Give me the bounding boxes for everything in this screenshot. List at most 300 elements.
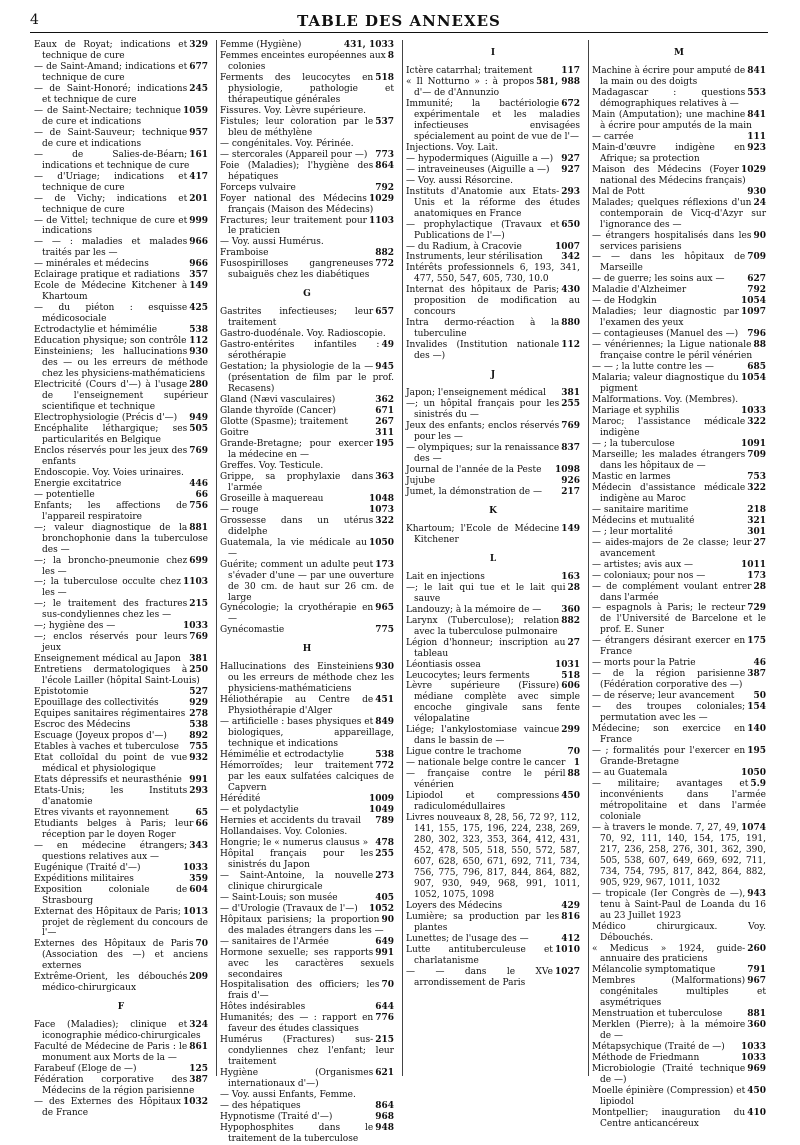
index-entry xyxy=(592,768,766,779)
entry-page: 342 xyxy=(561,252,580,263)
entry-text: Einsteiniens; les hallucinations des — ou les erreurs de méthode chez les physiciens-mathématiciens xyxy=(34,347,208,380)
index-entry xyxy=(220,625,394,636)
entry-text: — vénériennes; la Ligue nationale française contre le péril vénérien xyxy=(592,340,753,362)
entry-page: 957 xyxy=(189,127,208,138)
entry-page: 278 xyxy=(189,709,208,720)
section-letter: I xyxy=(490,48,496,58)
index-entry xyxy=(592,636,766,658)
index-entry xyxy=(406,443,580,465)
index-entry xyxy=(592,417,766,439)
entry-page: 775 xyxy=(375,625,394,636)
entry-page: 943 xyxy=(747,888,766,899)
index-entry xyxy=(220,805,394,816)
entry-page: 882 xyxy=(561,615,580,626)
entry-text: Maison des Médecins (Foyer national des Médecins français) xyxy=(592,164,746,186)
entry-page: 173 xyxy=(375,559,394,570)
index-entry xyxy=(220,307,394,329)
entry-page: 581, 988 xyxy=(536,76,580,87)
entry-page: 28 xyxy=(567,582,580,593)
index-entry xyxy=(220,827,394,838)
entry-text: — Voy. aussi Résorcine. xyxy=(406,175,514,186)
entry-page: 929 xyxy=(189,698,208,709)
entry-page: 729 xyxy=(747,603,766,614)
index-entry xyxy=(34,336,208,347)
entry-page: 255 xyxy=(561,399,580,410)
index-entry xyxy=(592,1009,766,1020)
entry-page: 965 xyxy=(375,603,394,614)
index-entry xyxy=(34,577,208,599)
index-entry xyxy=(220,948,394,981)
index-entry xyxy=(220,1002,394,1013)
index-entry xyxy=(34,40,208,62)
entry-page: 450 xyxy=(561,791,580,802)
entry-page: 1097 xyxy=(740,307,766,318)
entry-text: Moelle épinière (Compression) et lipiodol xyxy=(592,1086,746,1108)
entry-text: Enfants; les affections de l'appareil respiratoire xyxy=(34,500,188,522)
entry-page: 267 xyxy=(375,417,394,427)
entry-text: Gland (Nævi vasculaires) xyxy=(220,395,336,406)
entry-text: — sanitaires de l'Armée xyxy=(220,936,329,947)
entry-page: 8 xyxy=(387,50,394,61)
entry-page: 195 xyxy=(747,746,766,757)
entry-text: Mariage et syphilis xyxy=(592,406,680,417)
entry-page: 792 xyxy=(747,285,766,296)
entry-page: 792 xyxy=(375,182,394,193)
entry-text: Marseille; les malades étrangers dans les hôpitaux de — xyxy=(592,449,746,471)
entry-text: Lumière; sa production par les plantes xyxy=(406,911,560,933)
entry-text: Hérédité xyxy=(220,794,261,804)
index-entry xyxy=(220,1090,394,1101)
entry-text: Face (Maladies); clinique et iconographie médico-chirurgicales xyxy=(34,1020,201,1042)
index-entry xyxy=(220,1101,394,1112)
entry-page: 362 xyxy=(375,395,394,406)
entry-text: Leucocytes; leurs ferments xyxy=(406,670,530,681)
entry-text: Electrophysiologie (Précis d'—) xyxy=(34,412,178,423)
entry-text: Maladie d'Alzheimer xyxy=(592,285,687,296)
index-entry xyxy=(220,40,394,51)
index-entry xyxy=(406,187,580,220)
entry-text: — de la région parisienne (Fédération corporative des —) xyxy=(592,669,746,691)
entry-page: 217 xyxy=(561,486,580,497)
index-entry xyxy=(34,490,208,501)
entry-page: 431, 1033 xyxy=(343,40,394,50)
index-entry xyxy=(592,658,766,669)
entry-text: Guérite; comment un adulte peut s'évader d'une — par une ouverture de 30 cm. de haut sur 26 cm. de large xyxy=(220,559,394,603)
entry-text: — rouge xyxy=(220,504,259,515)
index-entry xyxy=(220,904,394,915)
entry-text: — intraveineuses (Aiguille a —) xyxy=(406,164,550,175)
index-entry xyxy=(406,242,580,253)
index-entry xyxy=(220,794,394,805)
entry-page: 699 xyxy=(189,555,208,566)
index-entry xyxy=(592,505,766,516)
entry-text: Hypnotisme (Traité d'—) xyxy=(220,1112,333,1123)
entry-text: Ectrodactylie et hémimélie xyxy=(34,325,158,336)
entry-page: 1091 xyxy=(740,438,766,449)
entry-text: Malades; quelques réflexions d'un contemporain de Vicq-d'Azyr sur l'ignorance des — xyxy=(592,197,766,230)
index-entry xyxy=(220,51,394,73)
entry-page: 1098 xyxy=(554,464,580,475)
entry-text: Fissures. Voy. Lèvre supérieure. xyxy=(220,105,366,116)
entry-page: 709 xyxy=(747,252,766,263)
index-entry xyxy=(220,194,394,216)
entry-text: Gastro-duodénale. Voy. Radioscopie. xyxy=(220,329,386,340)
index-entry xyxy=(34,808,208,819)
entry-page: 195 xyxy=(375,438,394,449)
entry-text: Médecin d'assistance médicale indigène au Maroc xyxy=(592,482,746,504)
entry-page: 321 xyxy=(747,515,766,526)
entry-page: 173 xyxy=(747,570,766,581)
entry-page: 769 xyxy=(561,421,580,432)
index-entry xyxy=(34,709,208,720)
entry-text: Energie excitatrice xyxy=(34,478,122,489)
entry-text: Métapsychique (Traité de —) xyxy=(592,1042,725,1053)
entry-page: 425 xyxy=(189,303,208,314)
entry-text: — Saint-Louis; son musée xyxy=(220,892,338,903)
index-entry xyxy=(592,516,766,527)
entry-text: Exposition coloniale de Strasbourg xyxy=(34,884,188,906)
entry-text: Foie (Maladies); l'hygiène des hépatiques xyxy=(220,160,374,182)
entry-text: Epouillage des collectivités xyxy=(34,698,159,709)
entry-page: 1033 xyxy=(740,1042,766,1053)
entry-page: 650 xyxy=(561,219,580,230)
index-entry xyxy=(592,965,766,976)
entry-text: Eaux de Royat; indications et technique de cure xyxy=(34,40,188,61)
index-entry xyxy=(34,172,208,194)
entry-text: — prophylactique (Travaux et Publications de l'—) xyxy=(406,219,560,241)
entry-text: Endoscopie. Voy. Voies urinaires. xyxy=(34,467,184,478)
entry-text: Ligue contre le trachome xyxy=(406,747,522,758)
entry-page: 776 xyxy=(375,1013,394,1024)
index-entry xyxy=(220,750,394,761)
index-entry xyxy=(592,406,766,417)
index-entry xyxy=(220,259,394,281)
entry-text: Intra dermo-réaction à la tuberculine xyxy=(406,318,560,340)
entry-page: 301 xyxy=(747,526,766,537)
entry-page: 772 xyxy=(375,259,394,270)
index-entry xyxy=(34,841,208,863)
entry-page: 117 xyxy=(561,66,580,76)
entry-text: — des Externes des Hôpitaux de France xyxy=(34,1097,181,1119)
entry-page: 649 xyxy=(375,936,394,947)
entry-text: Livres nouveaux 8, 28, 56, 72 9?, 112, 141, 155, 175, 196, 224, 238, 269, 280, 302, 323, 353, 364, 412, 431, 452, 478, 505, 518, 550, 572, 587, 607, 628, 650, 671, 692, 711, 734, 756, 775, 796, 817, 844, 864, 882, 907, 930, 949, 968, 991, 1011, 1052, 1075, 1098 xyxy=(406,813,580,900)
index-entry xyxy=(220,1123,394,1145)
index-entry xyxy=(406,572,580,583)
entry-text: Jujube xyxy=(406,475,436,486)
index-entry xyxy=(406,263,580,285)
index-entry xyxy=(406,660,580,671)
entry-text: Hôpital français pour les sinistrés du Japon xyxy=(220,848,374,870)
entry-page: 450 xyxy=(747,1086,766,1097)
entry-page: 49 xyxy=(381,340,394,351)
entry-page: 880 xyxy=(561,318,580,329)
entry-text: — de Hodgkin xyxy=(592,296,657,307)
entry-text: Forceps vulvaire xyxy=(220,182,296,193)
entry-page: 28 xyxy=(753,581,766,592)
index-entry xyxy=(406,967,580,989)
index-entry xyxy=(592,362,766,373)
entry-text: Etables à vaches et tuberculose xyxy=(34,742,180,752)
entry-page: 927 xyxy=(561,164,580,175)
entry-text: Instituts d'Anatomie aux Etats-Unis et la réforme des études anatomiques en France xyxy=(406,186,580,219)
entry-text: Epistotomie xyxy=(34,687,89,698)
index-entry xyxy=(406,388,580,399)
index-entry xyxy=(592,1042,766,1053)
entry-page: 849 xyxy=(375,717,394,728)
index-entry xyxy=(220,406,394,417)
entry-page: 999 xyxy=(189,215,208,226)
index-entry xyxy=(34,786,208,808)
index-entry xyxy=(592,307,766,329)
entry-page: 864 xyxy=(375,160,394,171)
entry-page: 930 xyxy=(375,662,394,673)
index-entry xyxy=(34,1020,208,1042)
entry-page: 429 xyxy=(561,900,580,911)
section-letter: M xyxy=(674,48,684,58)
index-entry xyxy=(34,237,208,259)
entry-page: 1074 xyxy=(740,822,766,833)
entry-text: — stercorales (Appareil pour —) xyxy=(220,149,368,160)
entry-page: 90 xyxy=(381,914,394,925)
entry-page: 672 xyxy=(561,98,580,109)
entry-page: 1103 xyxy=(182,577,208,588)
entry-text: Glande thyroïde (Cancer) xyxy=(220,406,336,417)
entry-text: — Voy. aussi Humérus. xyxy=(220,237,324,248)
entry-page: 841 xyxy=(747,109,766,120)
entry-page: 273 xyxy=(375,870,394,881)
index-entry xyxy=(592,669,766,691)
entry-text: Léontiasis ossea xyxy=(406,659,481,670)
index-entry xyxy=(34,281,208,303)
index-entry xyxy=(406,220,580,242)
entry-page: 537 xyxy=(375,116,394,127)
entry-page: 881 xyxy=(747,1009,766,1020)
entry-text: — et polydactylie xyxy=(220,804,299,815)
index-entry xyxy=(220,816,394,827)
entry-page: 387 xyxy=(189,1075,208,1086)
index-entry xyxy=(220,362,394,395)
index-entry xyxy=(592,538,766,560)
entry-page: 538 xyxy=(375,750,394,761)
entry-page: 381 xyxy=(561,388,580,399)
entry-text: — hypodermiques (Aiguille a —) xyxy=(406,153,554,164)
index-entry xyxy=(592,110,766,132)
entry-text: — du piéton : esquisse médicosociale xyxy=(34,303,188,325)
entry-page: 657 xyxy=(375,307,394,318)
entry-text: Membres (Malformations) congénitales multiples et asymétriques xyxy=(592,976,766,1009)
entry-page: 949 xyxy=(189,412,208,423)
entry-text: Etres vivants et rayonnement xyxy=(34,807,169,818)
entry-text: Maladies; leur diagnostic par l'examen des yeux xyxy=(592,307,739,329)
entry-page: 149 xyxy=(189,281,208,292)
entry-text: — contagieuses (Manuel des —) xyxy=(592,329,739,340)
entry-page: 772 xyxy=(375,761,394,772)
entry-text: Externes des Hôpitaux de Paris (Association des —) et anciens externes xyxy=(34,939,208,972)
index-entry xyxy=(592,976,766,1009)
entry-text: Hallucinations des Einsteiniens ou les erreurs de méthode chez les physiciens-mathématiciens xyxy=(220,662,394,695)
entry-page: 816 xyxy=(561,911,580,922)
index-entry xyxy=(34,84,208,106)
index-entry xyxy=(34,106,208,128)
entry-page: 175 xyxy=(747,636,766,647)
index-entry xyxy=(406,476,580,487)
entry-text: —; hygiène des — xyxy=(34,621,116,632)
entry-text: Médecins et mutualité xyxy=(592,515,695,526)
entry-text: — au Guatemala xyxy=(592,768,668,778)
entry-text: — carrée xyxy=(592,131,634,142)
index-entry xyxy=(220,106,394,117)
entry-text: Montpellier; inauguration du Centre anticancéreux xyxy=(592,1108,746,1129)
entry-page: 215 xyxy=(375,1035,394,1046)
index-entry xyxy=(406,340,580,362)
index-column-2 xyxy=(216,40,396,1145)
index-entry xyxy=(406,912,580,934)
entry-page: 324 xyxy=(189,1020,208,1031)
index-entry xyxy=(220,516,394,538)
entry-page: 1054 xyxy=(740,373,766,384)
entry-text: Jumet, la démonstration de — xyxy=(406,486,542,497)
entry-page: 927 xyxy=(561,153,580,164)
index-entry xyxy=(592,691,766,702)
index-entry xyxy=(592,483,766,505)
entry-text: Etats dépressifs et neurasthénie xyxy=(34,774,182,785)
entry-text: — — dans les hôpitaux de Marseille xyxy=(592,252,746,274)
entry-text: Farabeuf (Eloge de —) xyxy=(34,1064,137,1075)
index-entry xyxy=(406,465,580,476)
index-entry xyxy=(34,742,208,753)
index-entry xyxy=(592,143,766,165)
entry-text: — ; la tuberculose xyxy=(592,438,675,449)
entry-page: 478 xyxy=(375,837,394,848)
entry-page: 553 xyxy=(747,87,766,98)
entry-page: 343 xyxy=(189,840,208,851)
index-entry xyxy=(220,417,394,428)
index-entry xyxy=(220,461,394,472)
entry-page: 280 xyxy=(189,380,208,391)
entry-text: — aides-majors de 2e classe; leur avancement xyxy=(592,537,752,559)
entry-text: Externat des Hôpitaux de Paris; projet de règlement du concours de l'— xyxy=(34,906,208,939)
entry-page: 70 xyxy=(195,939,208,950)
entry-text: Framboise xyxy=(220,248,269,259)
entry-page: 518 xyxy=(561,670,580,681)
index-entry xyxy=(592,165,766,187)
index-entry xyxy=(592,1064,766,1086)
entry-page: 1009 xyxy=(368,794,394,804)
index-entry xyxy=(220,183,394,194)
index-entry xyxy=(406,176,580,187)
entry-page: 604 xyxy=(189,884,208,895)
entry-text: Goitre xyxy=(220,427,249,438)
index-entry xyxy=(34,863,208,874)
entry-text: — de guerre; les soins aux — xyxy=(592,274,725,285)
entry-text: Grande-Bretagne; pour exercer la médecine en — xyxy=(220,438,374,460)
entry-text: Landouzy; à la mémoire de — xyxy=(406,604,542,615)
index-entry xyxy=(34,380,208,413)
index-entry xyxy=(592,395,766,406)
entry-page: 930 xyxy=(747,186,766,197)
index-entry xyxy=(34,446,208,468)
page-header xyxy=(30,10,768,33)
entry-page: 967 xyxy=(747,976,766,987)
index-entry xyxy=(406,758,580,769)
entry-page: 881 xyxy=(189,522,208,533)
entry-page: 769 xyxy=(189,632,208,643)
entry-page: 215 xyxy=(189,599,208,610)
entry-text: — de Saint-Amand; indications et technique de cure xyxy=(34,61,188,83)
index-column-1 xyxy=(30,40,210,1119)
index-entry xyxy=(592,922,766,944)
entry-text: Hôtes indésirables xyxy=(220,1002,306,1013)
index-entry xyxy=(592,340,766,362)
index-entry xyxy=(220,340,394,362)
entry-page: 70 xyxy=(567,747,580,758)
entry-page: 322 xyxy=(375,515,394,526)
section-letter: H xyxy=(302,644,312,655)
entry-text: — française contre le péril vénérien xyxy=(406,769,566,791)
index-entry xyxy=(220,1035,394,1068)
entry-text: — — dans le XVe arrondissement de Paris xyxy=(406,966,553,988)
index-entry xyxy=(592,439,766,450)
index-entry xyxy=(34,1075,208,1097)
entry-page: 1052 xyxy=(368,903,394,914)
entry-page: 926 xyxy=(561,475,580,486)
entry-text: Fractures; leur traitement pour le praticien xyxy=(220,215,367,237)
entry-text: — étrangers désirant exercer en France xyxy=(592,636,746,658)
entry-text: — coloniaux; pour nos — xyxy=(592,570,706,581)
entry-text: Fusospirilloses gangreneuses subaiguës chez les diabétiques xyxy=(220,259,374,281)
entry-page: 1011 xyxy=(740,559,766,570)
index-entry xyxy=(220,505,394,516)
entry-text: Japon; l'enseignement médical xyxy=(406,388,546,399)
entry-text: Mastic en larmes xyxy=(592,471,671,482)
entry-text: Maroc; l'assistance médicale indigène xyxy=(592,417,746,438)
index-entry xyxy=(406,791,580,813)
index-entry xyxy=(34,1064,208,1075)
entry-text: Entretiens dermatologiques à l'école Lailler (hôpital Saint-Louis) xyxy=(34,665,200,687)
index-entry xyxy=(34,128,208,150)
index-entry xyxy=(406,583,580,605)
entry-text: Expéditions militaires xyxy=(34,873,134,884)
index-column-4 xyxy=(588,40,768,1129)
index-entry xyxy=(592,274,766,285)
entry-text: — ; formalités pour l'exercer en Grande-Bretagne xyxy=(592,746,746,768)
index-entry xyxy=(406,77,580,99)
entry-page: 1049 xyxy=(368,804,394,815)
entry-text: —; la broncho-pneumonie chez les — xyxy=(34,555,188,577)
entry-text: Médecine; son exercice en France xyxy=(592,724,746,746)
entry-page: 789 xyxy=(375,815,394,826)
index-entry xyxy=(220,761,394,794)
index-entry xyxy=(34,1097,208,1119)
entry-text: Eugénique (Traité d'—) xyxy=(34,862,141,873)
entry-page: 791 xyxy=(747,965,766,976)
entry-page: 627 xyxy=(747,274,766,285)
entry-text: Eclairage pratique et radiations xyxy=(34,270,180,281)
entry-page: 27 xyxy=(567,637,580,648)
entry-text: Menstruation et tuberculose xyxy=(592,1009,723,1020)
entry-page: 163 xyxy=(561,571,580,582)
index-entry xyxy=(220,695,394,717)
index-entry xyxy=(592,285,766,296)
entry-text: Mélancolie symptomatique xyxy=(592,965,716,976)
index-entry xyxy=(34,939,208,972)
section-letter: J xyxy=(490,370,496,381)
entry-page: 50 xyxy=(753,691,766,702)
entry-text: Fédération corporative des Médecins de la région parisienne xyxy=(34,1075,195,1097)
entry-page: 293 xyxy=(561,186,580,197)
entry-text: Hormone sexuelle; ses rapports avec les caractères sexuels secondaires xyxy=(220,947,394,980)
entry-page: 677 xyxy=(189,61,208,72)
